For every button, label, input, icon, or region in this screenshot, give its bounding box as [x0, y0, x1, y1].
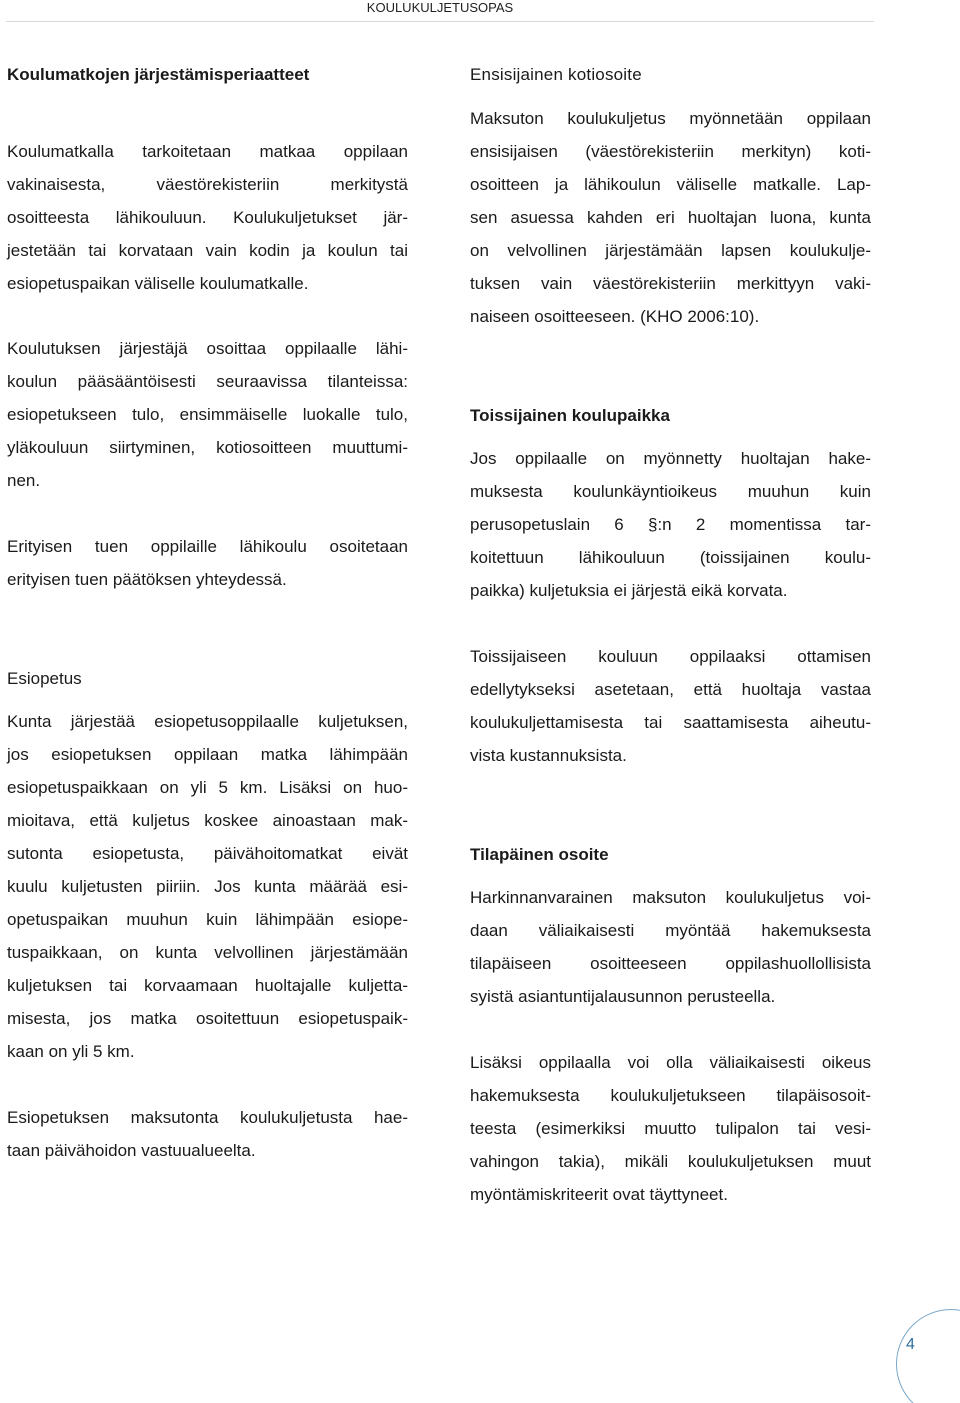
text-line: Maksuton koulukuljetus myönnetään oppilaan: [470, 109, 871, 128]
paragraph-esiopetus-kuljetus: [7, 705, 408, 1068]
text-line: sutonta esiopetusta, päivähoitomatkat eivät: [7, 844, 408, 863]
paragraph-tilapainen-harkinta: [470, 881, 871, 1013]
running-header: [6, 0, 874, 22]
text-line: Kunta järjestää esiopetusoppilaalle kuljetuksen,: [7, 712, 408, 731]
text-line: Erityisen tuen oppilaille lähikoulu osoitetaan: [7, 537, 408, 556]
text-line: daan väliaikaisesti myöntää hakemuksesta: [470, 921, 871, 940]
heading-koulumatkojen: Koulumatkojen järjestämisperiaatteet: [7, 65, 310, 84]
paragraph-koulumatka-definition: [7, 135, 408, 300]
paragraph-ensisijainen-kotiosoite: [470, 102, 871, 333]
document-title: KOULUKULJETUSOPAS: [366, 0, 514, 15]
text-line: opetuspaikan muuhun kuin lähimpään esiope-: [7, 910, 408, 929]
text-line: yläkouluun siirtyminen, kotiosoitteen muuttumi-: [7, 438, 408, 457]
text-line: nen.: [7, 471, 41, 490]
text-line: misesta, jos matka osoitettuun esiopetuspaik-: [7, 1009, 408, 1028]
paragraph-esiopetus-haku: [7, 1101, 408, 1167]
text-line: ensisijaisen (väestörekisteriin merkityn) koti-: [470, 142, 871, 161]
text-line: muksesta koulunkäyntioikeus muuhun kuin: [470, 482, 871, 501]
text-line: esiopetukseen tulo, ensimmäiselle luokalle tulo,: [7, 405, 408, 424]
text-line: myöntämiskriteerit ovat täyttyneet.: [470, 1185, 728, 1204]
text-line: esiopetuspaikan väliselle koulumatkalle.: [7, 274, 309, 293]
text-line: hakemuksesta koulukuljetukseen tilapäisosoit-: [470, 1086, 871, 1105]
text-line: paikka) kuljetuksia ei järjestä eikä korvata.: [470, 581, 788, 600]
text-line: perusopetuslain 6 §:n 2 momentissa tar-: [470, 515, 871, 534]
text-line: sen asuessa kahden eri huoltajan luona, kunta: [470, 208, 871, 227]
text-line: erityisen tuen päätöksen yhteydessä.: [7, 570, 287, 589]
paragraph-tilapainen-oikeus: [470, 1046, 871, 1211]
text-line: vahingon takia), mikäli koulukuljetuksen muut: [470, 1152, 871, 1171]
page-number-circle: [896, 1309, 960, 1403]
page-number: 4: [906, 1336, 915, 1353]
text-line: teesta (esimerkiksi muutto tulipalon tai vesi-: [470, 1119, 871, 1138]
text-line: vista kustannuksista.: [470, 746, 627, 765]
text-line: syistä asiantuntijalausunnon perusteella.: [470, 987, 776, 1006]
heading-ensisijainen-kotiosoite: Ensisijainen kotiosoite: [470, 65, 642, 84]
text-line: Toissijaiseen kouluun oppilaaksi ottamisen: [470, 647, 871, 666]
text-line: taan päivähoidon vastuualueelta.: [7, 1141, 256, 1160]
text-line: kuljetuksen tai korvaamaan huoltajalle kuljetta-: [7, 976, 408, 995]
text-line: osoitteesta lähikouluun. Koulukuljetukset jär-: [7, 208, 408, 227]
text-line: Lisäksi oppilaalla voi olla väliaikaisesti oikeus: [470, 1053, 871, 1072]
text-line: naiseen osoitteeseen. (KHO 2006:10).: [470, 307, 760, 326]
text-line: Harkinnanvarainen maksuton koulukuljetus voi-: [470, 888, 871, 907]
text-line: Koulumatkalla tarkoitetaan matkaa oppilaan: [7, 142, 408, 161]
text-line: koitettuun lähikouluun (toissijainen koulu-: [470, 548, 871, 567]
text-line: edellytykseksi asetetaan, että huoltaja vastaa: [470, 680, 871, 699]
heading-esiopetus: Esiopetus: [7, 669, 82, 688]
heading-toissijainen-koulupaikka: Toissijainen koulupaikka: [470, 406, 670, 425]
heading-tilapainen-osoite: Tilapäinen osoite: [470, 845, 609, 864]
text-line: mioitava, että kuljetus koskee ainoastaan mak-: [7, 811, 408, 830]
text-line: kuulu kuljetusten piiriin. Jos kunta määrää esi-: [7, 877, 408, 896]
text-line: koulukuljettamisesta tai saattamisesta aiheutu-: [470, 713, 871, 732]
text-line: esiopetuspaikkaan on yli 5 km. Lisäksi on huo-: [7, 778, 408, 797]
text-line: kaan on yli 5 km.: [7, 1042, 135, 1061]
text-line: koulun pääsääntöisesti seuraavissa tilanteissa:: [7, 372, 408, 391]
text-line: tuspaikkaan, on kunta velvollinen järjestämään: [7, 943, 408, 962]
text-line: Koulutuksen järjestäjä osoittaa oppilaalle lähi-: [7, 339, 408, 358]
paragraph-lahikoulu-tilanteet: [7, 332, 408, 497]
text-line: vakinaisesta, väestörekisteriin merkitystä: [7, 175, 408, 194]
text-line: osoitteen ja lähikoulun väliselle matkalle. Lap-: [470, 175, 871, 194]
text-line: Jos oppilaalle on myönnetty huoltajan hake-: [470, 449, 871, 468]
paragraph-toissijainen-koulupaikka: [470, 442, 871, 607]
text-line: tuksen vain väestörekisteriin merkittyyn vaki-: [470, 274, 871, 293]
text-line: jestetään tai korvataan vain kodin ja koulun tai: [7, 241, 408, 260]
text-line: on velvollinen järjestämään lapsen koulukulje-: [470, 241, 871, 260]
text-line: tilapäiseen osoitteeseen oppilashuollollisista: [470, 954, 871, 973]
text-line: jos esiopetuksen oppilaan matka lähimpään: [7, 745, 408, 764]
paragraph-toissijainen-edellytys: [470, 640, 871, 772]
text-line: Esiopetuksen maksutonta koulukuljetusta hae-: [7, 1108, 408, 1127]
paragraph-erityinen-tuki: [7, 530, 408, 596]
